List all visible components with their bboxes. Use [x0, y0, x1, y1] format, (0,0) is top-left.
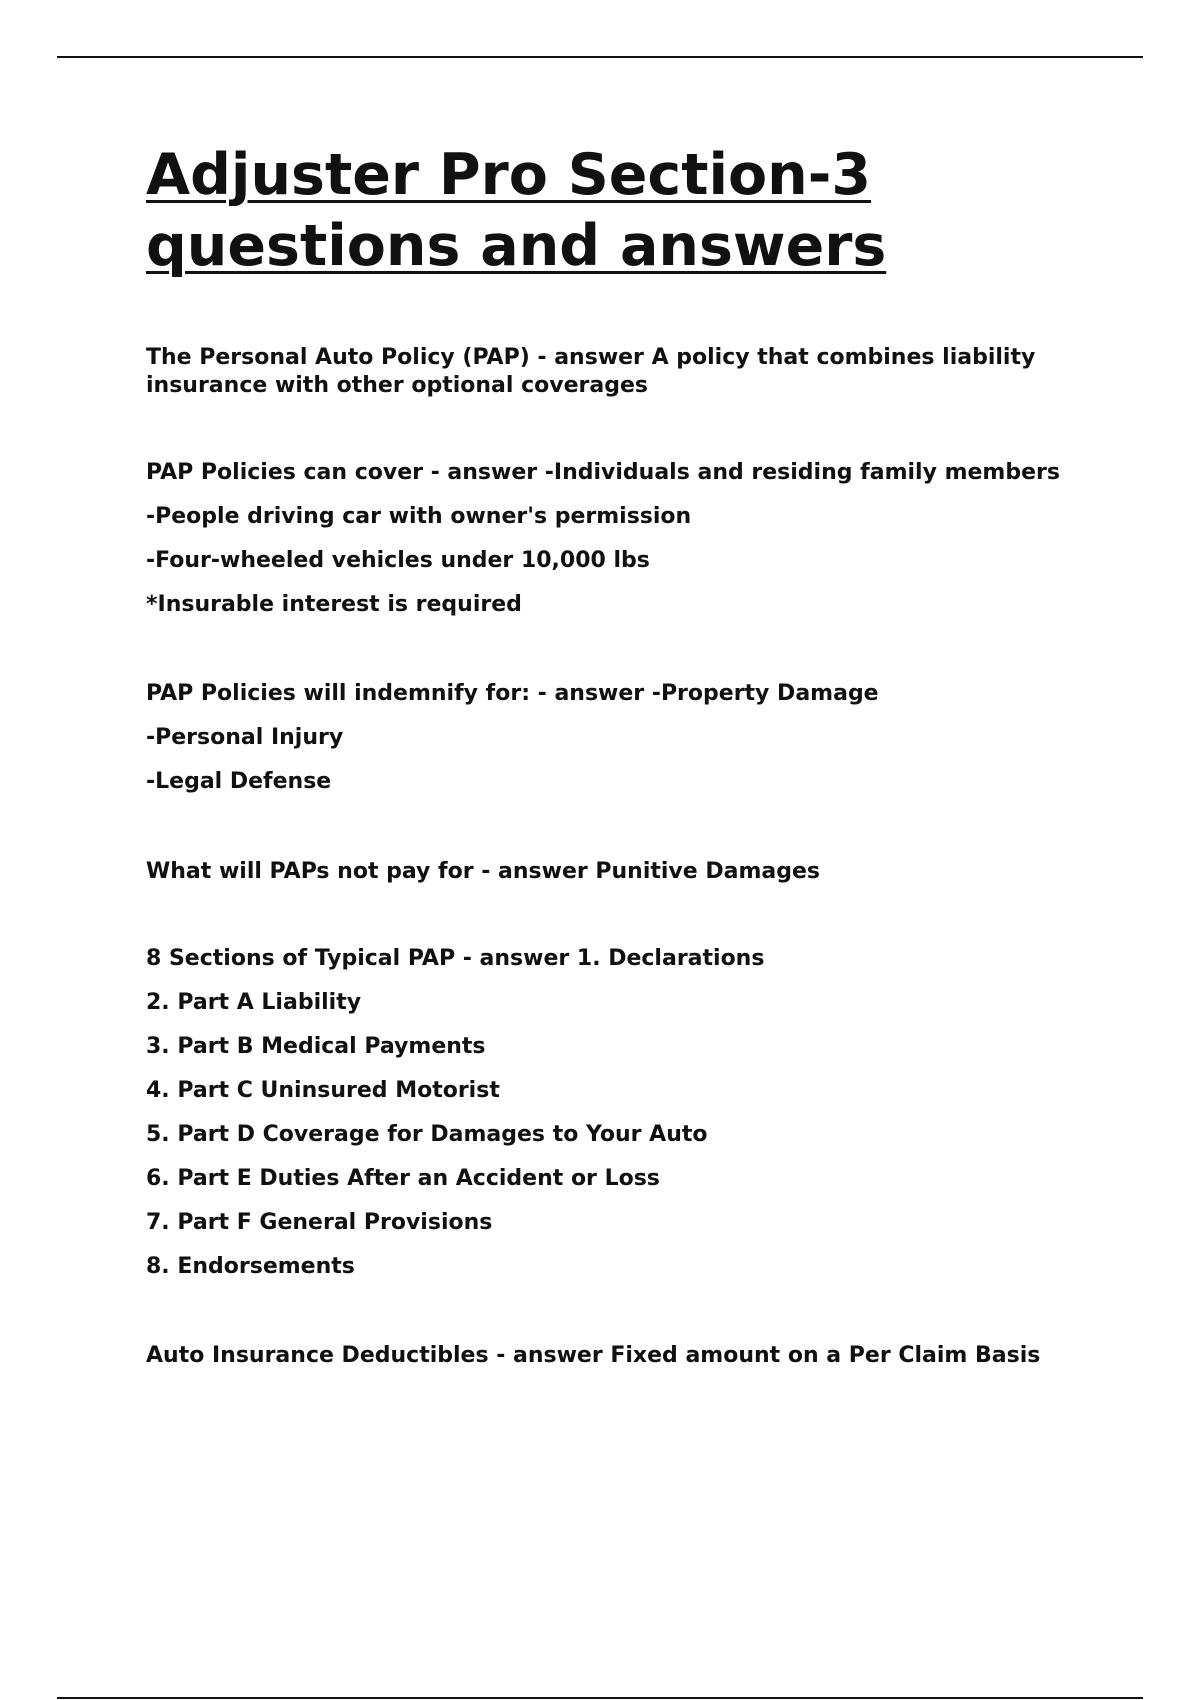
qa-entry-pap-exclusions — [146, 858, 1106, 902]
qa-line: -Personal Injury — [146, 725, 344, 750]
qa-line: What will PAPs not pay for - answer Punitive Damages — [146, 859, 820, 884]
qa-entry-pap-sections — [146, 945, 1106, 1297]
qa-line: *Insurable interest is required — [146, 592, 522, 617]
qa-line: PAP Policies can cover - answer -Individuals and residing family members — [146, 460, 1060, 485]
qa-line: 8 Sections of Typical PAP - answer 1. Declarations — [146, 946, 765, 971]
qa-line: 8. Endorsements — [146, 1254, 355, 1279]
qa-line: The Personal Auto Policy (PAP) - answer A policy that combines liability insurance with other optional coverages — [146, 345, 1043, 398]
qa-line: PAP Policies will indemnify for: - answer -Property Damage — [146, 681, 879, 706]
qa-line: 6. Part E Duties After an Accident or Loss — [146, 1166, 660, 1191]
document-title — [146, 140, 1106, 282]
qa-line: 4. Part C Uninsured Motorist — [146, 1078, 500, 1103]
qa-line: -Four-wheeled vehicles under 10,000 lbs — [146, 548, 650, 573]
title-line-2: questions and answers — [146, 213, 887, 279]
qa-entry-auto-deductibles — [146, 1342, 1106, 1386]
qa-line: 7. Part F General Provisions — [146, 1210, 493, 1235]
qa-entry-pap-indemnify — [146, 680, 1106, 812]
qa-line: Auto Insurance Deductibles - answer Fixed amount on a Per Claim Basis — [146, 1343, 1041, 1368]
qa-entry-personal-auto-policy — [146, 344, 1106, 416]
qa-entry-pap-coverage — [146, 459, 1106, 635]
top-rule — [57, 56, 1143, 58]
qa-line: 5. Part D Coverage for Damages to Your Auto — [146, 1122, 708, 1147]
title-line-1: Adjuster Pro Section-3 — [146, 142, 872, 208]
qa-line: 2. Part A Liability — [146, 990, 362, 1015]
bottom-rule — [57, 1697, 1143, 1699]
qa-line: 3. Part B Medical Payments — [146, 1034, 486, 1059]
qa-line: -Legal Defense — [146, 769, 332, 794]
qa-line: -People driving car with owner's permission — [146, 504, 692, 529]
